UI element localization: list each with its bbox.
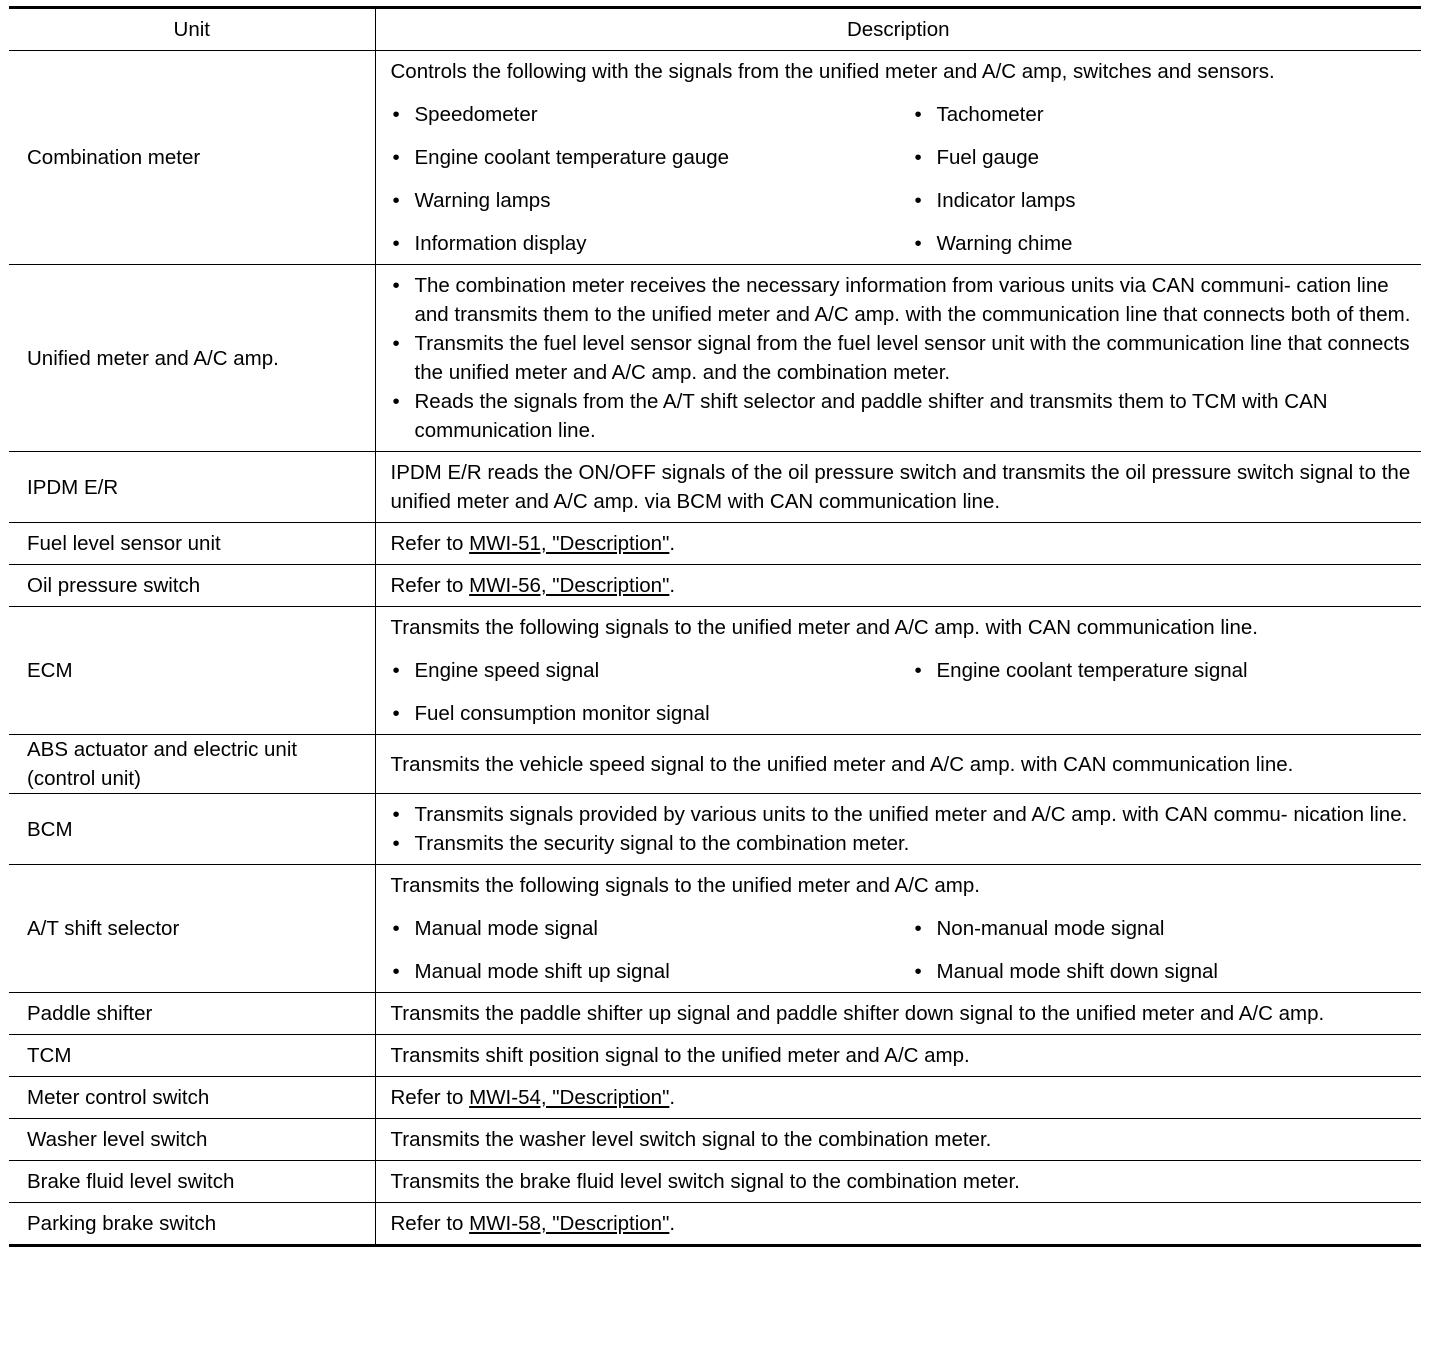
reference-link[interactable]: MWI-54, "Description": [469, 1086, 670, 1109]
list-item: • Warning chime: [913, 229, 1414, 258]
list-item: • Fuel gauge: [913, 143, 1414, 172]
unit-cell: Brake fluid level switch: [9, 1161, 375, 1203]
table-row: [9, 1161, 1421, 1203]
table-row: [9, 565, 1421, 607]
description-cell: [375, 265, 1421, 452]
table-row: [9, 1077, 1421, 1119]
list-item: • Non-manual mode signal: [913, 914, 1414, 943]
unit-cell: IPDM E/R: [9, 452, 375, 523]
description-cell: Transmits shift position signal to the unified meter and A/C amp.: [375, 1035, 1421, 1077]
description-cell: [375, 565, 1421, 607]
list-item: • Transmits signals provided by various units to the unified meter and A/C amp. with CAN commu- nication line.: [391, 800, 1414, 829]
description-cell: Transmits the washer level switch signal to the combination meter.: [375, 1119, 1421, 1161]
bullet-grid: [391, 914, 1414, 986]
unit-cell: Unified meter and A/C amp.: [9, 265, 375, 452]
list-item: • Information display: [391, 229, 913, 258]
list-item: • Warning lamps: [391, 186, 913, 215]
unit-cell: Oil pressure switch: [9, 565, 375, 607]
list-item: • Manual mode signal: [391, 914, 913, 943]
table-row: [9, 607, 1421, 735]
description-lead: Transmits the following signals to the unified meter and A/C amp. with CAN communication line.: [390, 616, 1258, 639]
table-row: [9, 1119, 1421, 1161]
description-cell: [375, 794, 1421, 865]
bullet-grid: [391, 656, 1414, 728]
table-row: [9, 265, 1421, 452]
unit-cell: Combination meter: [9, 51, 375, 265]
list-item: • Transmits the security signal to the combination meter.: [391, 829, 1414, 858]
list-item: • Manual mode shift up signal: [391, 957, 913, 986]
list-item: • Reads the signals from the A/T shift selector and paddle shifter and transmits them to TCM with CAN communication line.: [391, 387, 1414, 445]
refer-prefix: Refer to: [390, 574, 470, 597]
bullet-list: [391, 800, 1414, 858]
unit-cell: ABS actuator and electric unit (control unit): [9, 735, 375, 794]
list-item: • Indicator lamps: [913, 186, 1414, 215]
table-row: [9, 794, 1421, 865]
table-row: [9, 735, 1421, 794]
unit-description-table: [9, 6, 1421, 1247]
list-item: • Engine coolant temperature signal: [913, 656, 1414, 685]
unit-cell: TCM: [9, 1035, 375, 1077]
table-row: [9, 1203, 1421, 1246]
table-row: [9, 993, 1421, 1035]
unit-cell: Meter control switch: [9, 1077, 375, 1119]
unit-cell: Fuel level sensor unit: [9, 523, 375, 565]
description-lead: Controls the following with the signals from the unified meter and A/C amp, switches and sensors.: [390, 60, 1275, 83]
description-cell: Transmits the brake fluid level switch signal to the combination meter.: [375, 1161, 1421, 1203]
description-column-header: Description: [375, 8, 1421, 51]
table-row: [9, 51, 1421, 265]
reference-link[interactable]: MWI-51, "Description": [469, 532, 670, 555]
description-cell: [375, 523, 1421, 565]
unit-column-header: Unit: [9, 8, 375, 51]
refer-suffix: .: [669, 1212, 676, 1235]
description-lead: Transmits the following signals to the unified meter and A/C amp.: [390, 874, 980, 897]
bullet-list: [391, 271, 1414, 445]
unit-cell: ECM: [9, 607, 375, 735]
unit-cell: BCM: [9, 794, 375, 865]
table-row: [9, 1035, 1421, 1077]
description-cell: IPDM E/R reads the ON/OFF signals of the oil pressure switch and transmits the oil pressure switch signal to the unified meter and A/C amp. via BCM with CAN communication line.: [375, 452, 1421, 523]
bullet-grid: [391, 100, 1414, 258]
reference-link[interactable]: MWI-58, "Description": [469, 1212, 670, 1235]
description-cell: [375, 865, 1421, 993]
refer-suffix: .: [669, 1086, 676, 1109]
refer-prefix: Refer to: [390, 1212, 470, 1235]
description-cell: [375, 607, 1421, 735]
refer-suffix: .: [669, 532, 676, 555]
list-item: • Tachometer: [913, 100, 1414, 129]
unit-cell: Paddle shifter: [9, 993, 375, 1035]
description-cell: Transmits the vehicle speed signal to the unified meter and A/C amp. with CAN communication line.: [375, 735, 1421, 794]
table-row: [9, 452, 1421, 523]
list-item: • Engine coolant temperature gauge: [391, 143, 913, 172]
description-cell: [375, 51, 1421, 265]
reference-link[interactable]: MWI-56, "Description": [469, 574, 670, 597]
list-item: • The combination meter receives the necessary information from various units via CAN communi- cation line and transmits them to the unified meter and A/C amp. with the communication line that connects both of them.: [391, 271, 1414, 329]
table-row: [9, 523, 1421, 565]
list-item: • Speedometer: [391, 100, 913, 129]
list-item: • Engine speed signal: [391, 656, 913, 685]
unit-cell: A/T shift selector: [9, 865, 375, 993]
list-item: • Manual mode shift down signal: [913, 957, 1414, 986]
refer-suffix: .: [669, 574, 676, 597]
description-cell: [375, 1077, 1421, 1119]
list-item: • Fuel consumption monitor signal: [391, 699, 913, 728]
table-header-row: [9, 8, 1421, 51]
table-row: [9, 865, 1421, 993]
description-cell: Transmits the paddle shifter up signal and paddle shifter down signal to the unified meter and A/C amp.: [375, 993, 1421, 1035]
unit-cell: Parking brake switch: [9, 1203, 375, 1246]
description-cell: [375, 1203, 1421, 1246]
refer-prefix: Refer to: [390, 1086, 470, 1109]
unit-cell: Washer level switch: [9, 1119, 375, 1161]
refer-prefix: Refer to: [390, 532, 470, 555]
list-item: • Transmits the fuel level sensor signal from the fuel level sensor unit with the communication line that connects the unified meter and A/C amp. and the combination meter.: [391, 329, 1414, 387]
